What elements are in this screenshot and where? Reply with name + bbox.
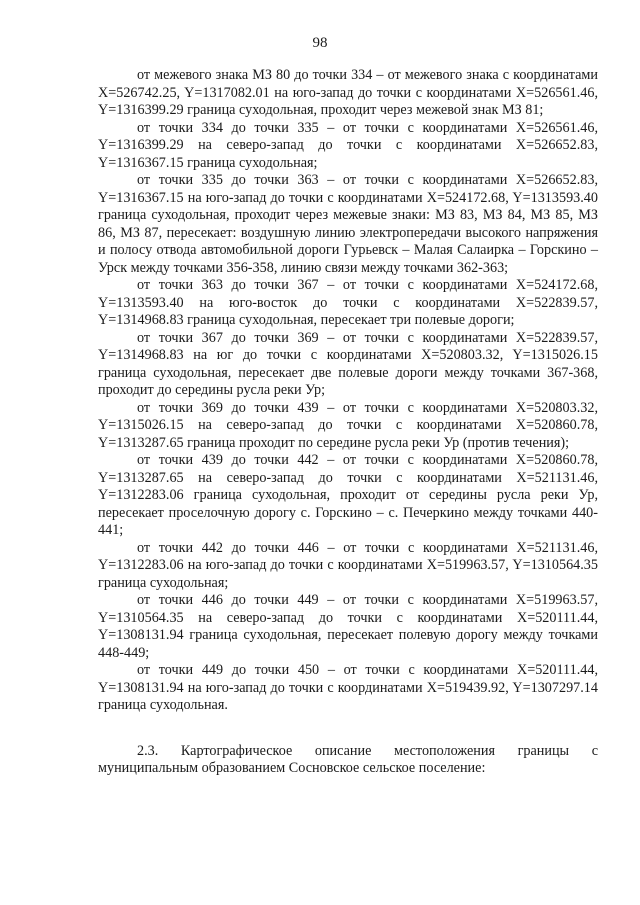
document-body	[98, 67, 598, 778]
boundary-paragraph: от точки 334 до точки 335 – от точки с координатами X=526561.46, Y=1316399.29 на северо-запад до точки с координатами X=526652.83, Y=1316367.15 граница суходольная;	[98, 119, 598, 171]
boundary-paragraph: от точки 439 до точки 442 – от точки с координатами X=520860.78, Y=1313287.65 на северо-запад до точки с координатами X=521131.46, Y=1312283.06 граница суходольная, проходит от середины русла реки Ур, пересекает проселочную дорогу с. Горскино – с. Печеркино между точками 440-441;	[98, 452, 598, 538]
boundary-paragraph: от точки 446 до точки 449 – от точки с координатами X=519963.57, Y=1310564.35 на северо-запад до точки с координатами X=520111.44, Y=1308131.94 граница суходольная, пересекает полевую дорогу между точками 448-449;	[98, 592, 598, 661]
boundary-paragraph: от точки 363 до точки 367 – от точки с координатами X=524172.68, Y=1313593.40 на юго-восток до точки с координатами X=522839.57, Y=1314968.83 граница суходольная, пересекает три полевые дороги;	[98, 277, 598, 328]
boundary-paragraph: от точки 335 до точки 363 – от точки с координатами X=526652.83, Y=1316367.15 на юго-запад до точки с координатами X=524172.68, Y=1313593.40 граница суходольная, проходит через межевые знаки: МЗ 83, МЗ 84, МЗ 85, МЗ 86, МЗ 87, пересекает: воздушную линию электропередачи высокого напряжения и полосу отвода автомобильной дороги Гурьевск – Малая Салаирка – Горскино – Урск между точками 356-358, линию связи между точками 362-363;	[98, 172, 598, 276]
boundary-paragraph: от точки 369 до точки 439 – от точки с координатами X=520803.32, Y=1315026.15 на северо-запад до точки с координатами X=520860.78, Y=1313287.65 граница проходит по середине русла реки Ур (против течения);	[98, 399, 598, 451]
boundary-paragraph: от точки 367 до точки 369 – от точки с координатами X=522839.57, Y=1314968.83 на юг до точки с координатами X=520803.32, Y=1315026.15 граница суходольная, пересекает две полевые дороги между точками 367-368, проходит до середины русла реки Ур;	[98, 329, 598, 398]
page-number: 98	[312, 35, 328, 51]
boundary-paragraph: от точки 449 до точки 450 – от точки с координатами X=520111.44, Y=1308131.94 на юго-запад до точки с координатами X=519439.92, Y=1307297.14 граница суходольная.	[98, 662, 598, 713]
section-heading: 2.3. Картографическое описание местоположения границы с муниципальным образованием Сосновское сельское поселение:	[98, 742, 598, 776]
boundary-paragraph: от межевого знака МЗ 80 до точки 334 – от межевого знака с координатами X=526742.25, Y=1317082.01 на юго-запад до точки с координатами X=526561.46, Y=1316399.29 граница суходольная, проходит через межевой знак МЗ 81;	[98, 67, 598, 118]
boundary-paragraph: от точки 442 до точки 446 – от точки с координатами X=521131.46, Y=1312283.06 на юго-запад до точки с координатами X=519963.57, Y=1310564.35 граница суходольная;	[98, 539, 598, 591]
